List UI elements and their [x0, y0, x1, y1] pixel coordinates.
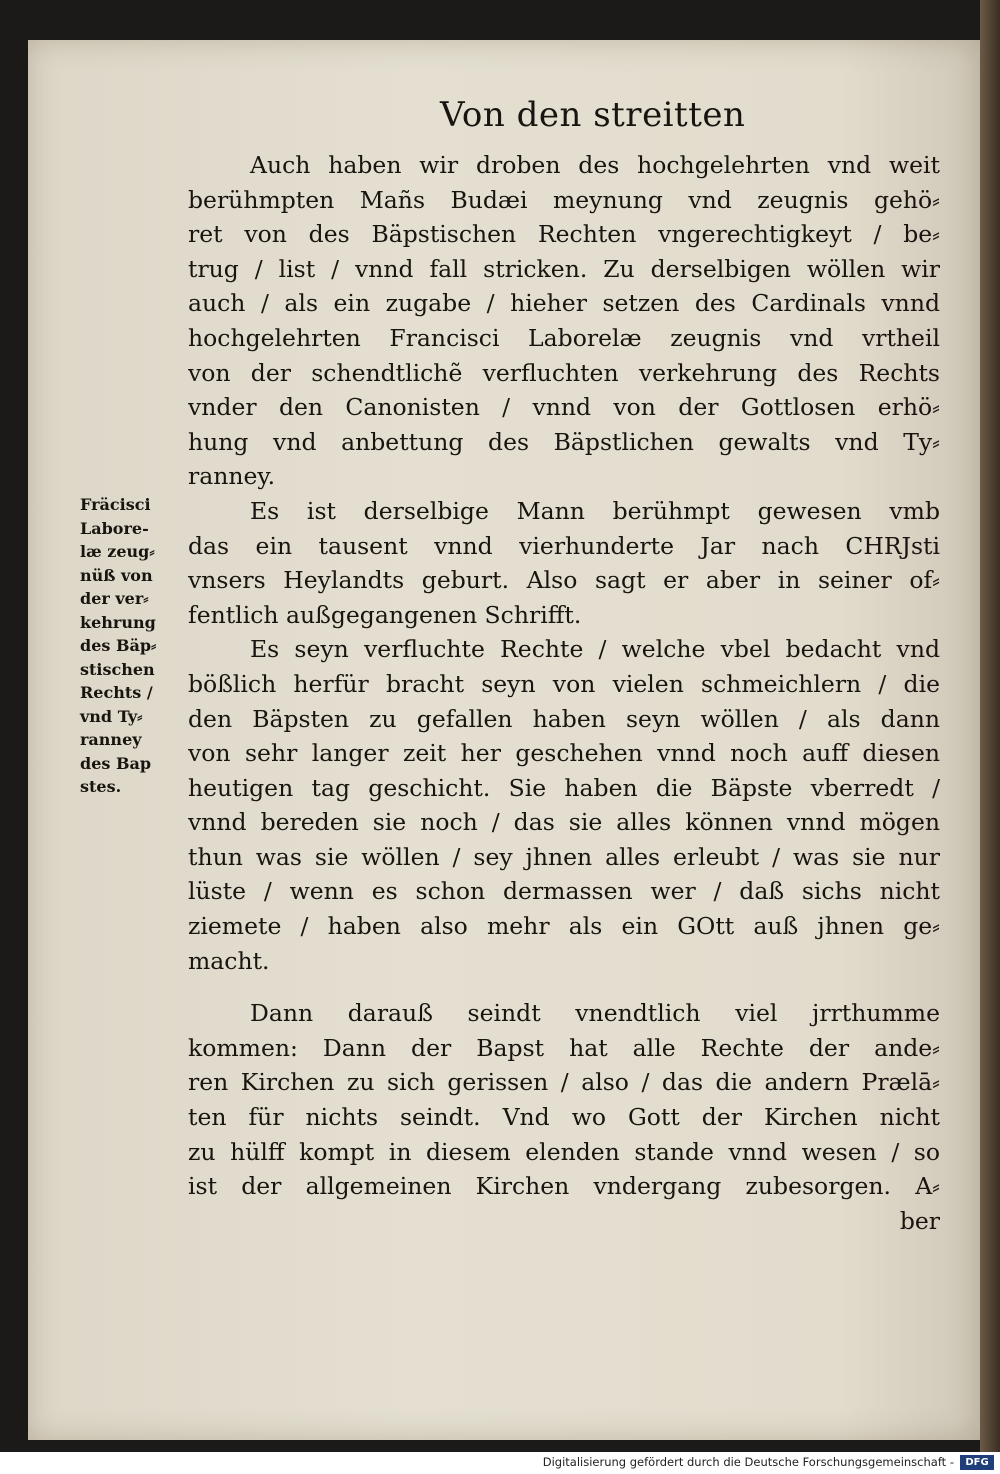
text-line: bößlich herfür bracht seyn von vielen schmeichlern / die: [188, 669, 940, 698]
margin-note-line: læ zeug⸗: [80, 542, 155, 561]
margin-note-line: Rechts /: [80, 683, 153, 702]
margin-note-line: nüß von: [80, 565, 153, 585]
margin-note-line: stischen: [80, 659, 155, 679]
text-line: Auch haben wir droben des hochgelehrten vnd weit: [250, 151, 940, 179]
text-line: macht.: [188, 946, 270, 975]
text-line: ret von des Bäpstischen Rechten vngerechtigkeyt / be⸗: [188, 220, 940, 249]
text-line: vnsers Heylandts geburt. Also sagt er aber in seiner of⸗: [188, 566, 940, 595]
running-head: Von den streitten: [440, 95, 746, 135]
text-line: heutigen tag geschicht. Sie haben die Bäpste vberredt /: [188, 773, 940, 802]
margin-note-line: Fräcisci: [80, 495, 151, 514]
text-line: ziemete / haben also mehr als ein GOtt auß jhnen ge⸗: [188, 912, 940, 941]
text-line: Es seyn verfluchte Rechte / welche vbel bedacht vnd: [250, 635, 940, 664]
text-line: berühmpten Mañs Budæi meynung vnd zeugnis gehö⸗: [188, 185, 940, 214]
text-line: Es ist derselbige Mann berühmpt gewesen vmb: [250, 496, 940, 525]
text-line: trug / list / vnnd fall stricken. Zu derselbigen wöllen wir: [188, 254, 940, 283]
text-line: ren Kirchen zu sich gerissen / also / das die andern Prælā⸗: [188, 1068, 940, 1097]
text-line: von sehr langer zeit her geschehen vnnd noch auff diesen: [188, 739, 940, 768]
text-line: hung vnd anbettung des Bäpstlichen gewalts vnd Ty⸗: [188, 427, 940, 456]
text-line: von der schendtlichẽ verfluchten verkehrung des Rechts: [188, 358, 940, 387]
footer-bar: [0, 1452, 1000, 1474]
margin-note-line: stes.: [80, 777, 122, 796]
text-line: fentlich außgegangenen Schrifft.: [188, 600, 582, 629]
text-line: vnnd bereden sie noch / das sie alles können vnnd mögen: [188, 808, 940, 837]
margin-note-line: des Bäp⸗: [80, 636, 157, 655]
margin-note-line: ranney: [80, 730, 142, 749]
text-line: den Bäpsten zu gefallen haben seyn wöllen / als dann: [188, 704, 940, 733]
text-line: kommen: Dann der Bapst hat alle Rechte der ande⸗: [188, 1033, 940, 1062]
margin-note-line: der ver⸗: [80, 589, 149, 608]
text-line: ranney.: [188, 462, 276, 491]
paragraph-gap: [188, 978, 940, 996]
text-line: vnder den Canonisten / vnnd von der Gottlosen erhö⸗: [188, 393, 940, 422]
margin-note-line: vnd Ty⸗: [80, 706, 143, 726]
margin-note-line: kehrung: [80, 612, 156, 632]
body-text: [188, 148, 940, 1238]
text-line: hochgelehrten Francisci Laborelæ zeugnis vnd vrtheil: [188, 323, 940, 352]
text-line: ten für nichts seindt. Vnd wo Gott der Kirchen nicht: [188, 1103, 940, 1132]
dfg-logo-icon: DFG: [960, 1455, 994, 1470]
text-line: ist der allgemeinen Kirchen vndergang zubesorgen. A⸗: [188, 1172, 940, 1201]
text-line: thun was sie wöllen / sey jhnen alles erleubt / was sie nur: [188, 842, 940, 871]
text-line: auch / als ein zugabe / hieher setzen des Cardinals vnnd: [188, 289, 940, 318]
book-edge: [980, 0, 1000, 1452]
text-line: das ein tausent vnnd vierhunderte Jar nach CHRJsti: [188, 531, 940, 560]
footer-credit: Digitalisierung gefördert durch die Deutsche Forschungsgemeinschaft -: [542, 1455, 954, 1469]
margin-note-line: des Bap: [80, 753, 152, 773]
text-line: zu hülff kompt in diesem elenden stande vnnd wesen / so: [188, 1137, 940, 1166]
margin-note: [80, 493, 180, 799]
text-line: lüste / wenn es schon dermassen wer / daß sichs nicht: [188, 877, 940, 906]
margin-note-line: Labore-: [80, 518, 149, 538]
catchword: ber: [899, 1206, 940, 1235]
text-line: Dann darauß seindt vnendtlich viel jrrthumme: [250, 999, 940, 1028]
